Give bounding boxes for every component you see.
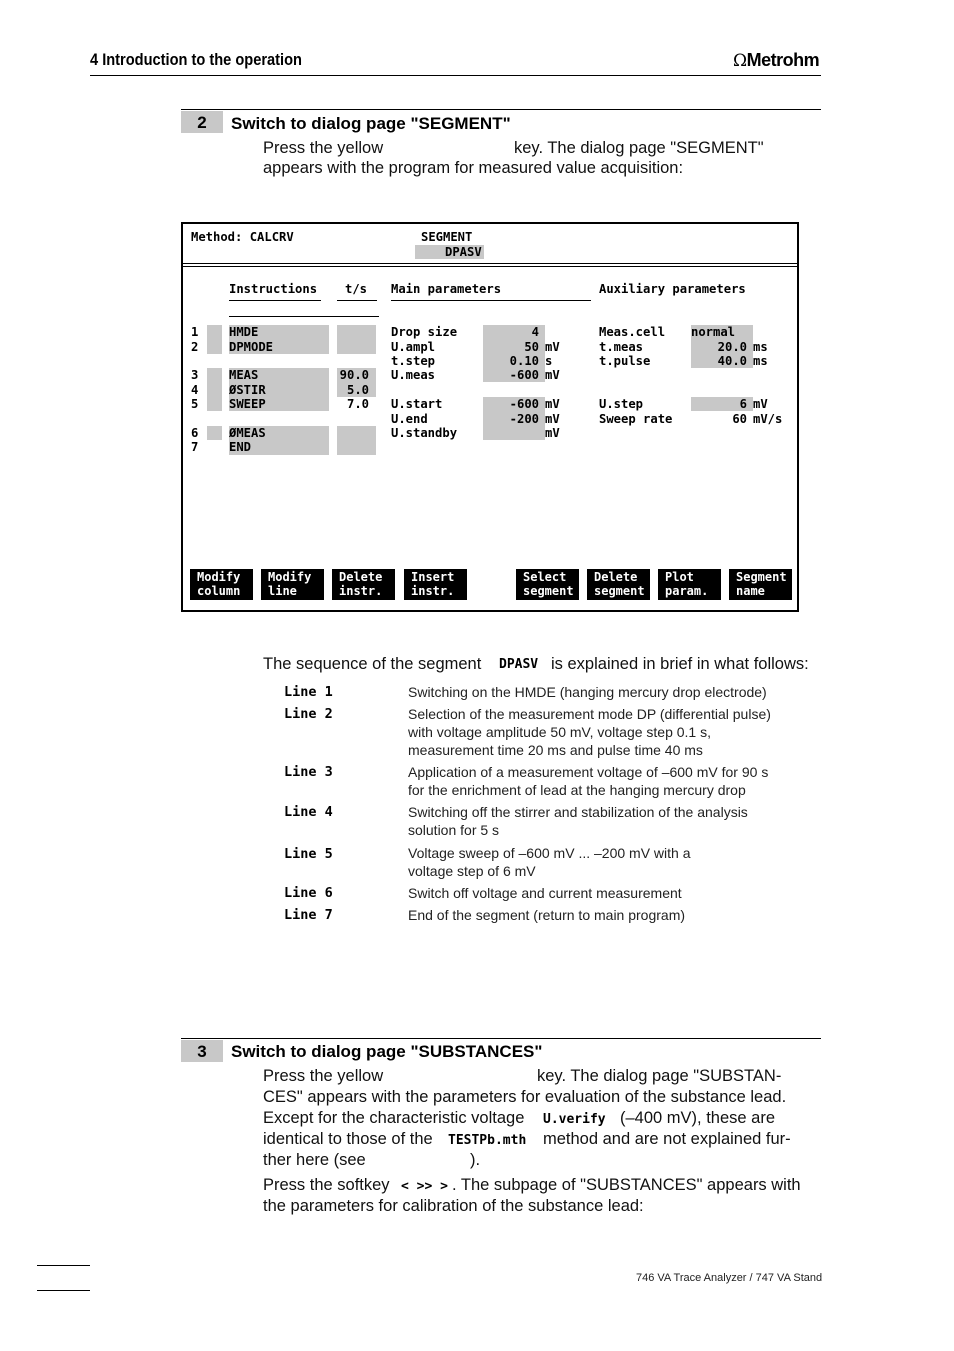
line-num-3: 3 — [191, 368, 199, 382]
segment-dialog-screen — [181, 222, 799, 612]
aux-name-1: Meas.cell — [599, 325, 666, 339]
step3-l1b: key. The dialog page "SUBSTAN- — [537, 1067, 782, 1085]
instr-4[interactable]: ØSTIR — [229, 383, 266, 397]
line-num-7: 7 — [191, 440, 199, 454]
softkey-delete-instr[interactable]: Delete instr. — [332, 569, 395, 600]
line-num-6: 6 — [191, 426, 199, 440]
step3-title: Switch to dialog page "SUBSTANCES" — [231, 1042, 543, 1061]
instr-area-rule — [229, 316, 379, 317]
seq-label-6: Line 6 — [284, 885, 333, 901]
col-main-underline — [391, 300, 591, 301]
main-value-3[interactable]: 0.10 — [509, 354, 539, 368]
main-name-7: U.standby — [391, 426, 458, 440]
seq-label-2: Line 2 — [284, 706, 333, 722]
aux-name-2: t.meas — [599, 340, 644, 354]
seq-text-4: Switching off the stirrer and stabilization of the analysis solution for 5 s — [408, 804, 748, 838]
aux-unit-4: mV — [753, 397, 768, 411]
softkey-segment-name[interactable]: Segment name — [729, 569, 792, 600]
line-num-2: 2 — [191, 340, 199, 354]
col-aux-params: Auxiliary parameters — [599, 282, 746, 296]
instr-6[interactable]: ØMEAS — [229, 426, 266, 440]
main-name-5: U.start — [391, 397, 443, 411]
step3-rule — [181, 1038, 821, 1039]
aux-value-1[interactable]: normal — [691, 325, 736, 339]
instr-2[interactable]: DPMODE — [229, 340, 274, 354]
main-value-6[interactable]: -200 — [509, 412, 539, 426]
instr-3[interactable]: MEAS — [229, 368, 259, 382]
col-main-params: Main parameters — [391, 282, 502, 296]
instr-1[interactable]: HMDE — [229, 325, 259, 339]
main-name-6: U.end — [391, 412, 428, 426]
step3-l4a: identical to those of the — [263, 1130, 433, 1148]
seq-text-6: Switch off voltage and current measurement — [408, 885, 682, 901]
line-num-5: 5 — [191, 397, 199, 411]
header-rule — [90, 75, 821, 76]
main-value-5[interactable]: -600 — [509, 397, 539, 411]
seq-label-7: Line 7 — [284, 907, 333, 923]
aux-unit-3: ms — [753, 354, 768, 368]
chapter-header: 4 Introduction to the operation — [90, 50, 302, 69]
method-label: Method: CALCRV — [191, 230, 294, 244]
main-value-4[interactable]: -600 — [509, 368, 539, 382]
step3-l6-code: < >> > — [401, 1179, 448, 1194]
main-name-1: Drop size — [391, 325, 458, 339]
footer-rule-2 — [37, 1290, 90, 1291]
sequence-intro-b: is explained in brief in what follows: — [551, 655, 809, 673]
step3-l5b: ). — [470, 1151, 481, 1169]
step3-l3b: (–400 mV), these are — [620, 1109, 775, 1127]
softkey-modify-column[interactable]: Modify column — [190, 569, 253, 600]
main-unit-6: mV — [545, 412, 560, 426]
main-unit-4: mV — [545, 368, 560, 382]
step2-para-line1b: key. The dialog page "SEGMENT" — [514, 139, 764, 157]
main-value-1[interactable]: 4 — [531, 325, 539, 339]
seq-label-5: Line 5 — [284, 846, 333, 862]
step3-l1a: Press the yellow — [263, 1067, 384, 1085]
step2-title: Switch to dialog page "SEGMENT" — [231, 114, 511, 133]
softkey-plot-param[interactable]: Plot param. — [658, 569, 721, 600]
step2-rule — [181, 109, 821, 110]
seq-text-2: Selection of the measurement mode DP (differential pulse) with voltage amplitude 50 mV, voltage step 0.1 s, measurement time 20 ms and pulse time 40 ms — [408, 706, 771, 758]
main-name-2: U.ampl — [391, 340, 436, 354]
softkey-modify-line[interactable]: Modify line — [261, 569, 324, 600]
ts-5[interactable]: 7.0 — [346, 397, 369, 411]
metrohm-logo: ΩMetrohm — [733, 50, 820, 71]
segment-name-value: DPASV — [445, 245, 482, 259]
ts-4[interactable]: 5.0 — [346, 383, 369, 397]
col-instructions-underline — [229, 300, 321, 301]
main-name-3: t.step — [391, 354, 436, 368]
seq-text-1: Switching on the HMDE (hanging mercury drop electrode) — [408, 684, 767, 700]
aux-name-4: U.step — [599, 397, 644, 411]
seq-text-3: Application of a measurement voltage of –600 mV for 90 s for the enrichment of lead at the hanging mercury drop — [408, 764, 769, 798]
page-title: SEGMENT — [421, 230, 473, 244]
softkey-delete-segment[interactable]: Delete segment — [587, 569, 650, 600]
step3-l3a: Except for the characteristic voltage — [263, 1109, 525, 1127]
step2-number: 2 — [181, 111, 223, 133]
step3-l2: CES" appears with the parameters for evaluation of the substance lead. — [263, 1088, 787, 1106]
col-instructions: Instructions — [229, 282, 318, 296]
main-unit-5: mV — [545, 397, 560, 411]
seq-label-1: Line 1 — [284, 684, 333, 700]
step3-l6b: . The subpage of "SUBSTANCES" appears with — [452, 1176, 801, 1194]
aux-value-3[interactable]: 40.0 — [717, 354, 747, 368]
step3-l7: the parameters for calibration of the substance lead: — [263, 1197, 644, 1215]
main-unit-2: mV — [545, 340, 560, 354]
aux-unit-5: mV/s — [753, 412, 783, 426]
step2-para-line1a: Press the yellow — [263, 139, 384, 157]
seq-text-7: End of the segment (return to main program) — [408, 907, 686, 923]
seq-label-3: Line 3 — [284, 764, 333, 780]
main-unit-7: mV — [545, 426, 560, 440]
step3-l3-code: U.verify — [543, 1112, 606, 1127]
step3-l6a: Press the softkey — [263, 1176, 390, 1194]
line-num-1: 1 — [191, 325, 199, 339]
title-rule-1 — [183, 263, 797, 264]
aux-name-3: t.pulse — [599, 354, 651, 368]
seq-text-5: Voltage sweep of –600 mV ... –200 mV with a voltage step of 6 mV — [408, 845, 691, 879]
aux-unit-2: ms — [753, 340, 768, 354]
aux-value-4[interactable]: 6 — [739, 397, 747, 411]
softkey-select-segment[interactable]: Select segment — [516, 569, 579, 600]
aux-value-2[interactable]: 20.0 — [717, 340, 747, 354]
ts-3[interactable]: 90.0 — [339, 368, 369, 382]
line-num-4: 4 — [191, 383, 199, 397]
main-unit-3: s — [545, 354, 553, 368]
seq-label-4: Line 4 — [284, 804, 333, 820]
main-value-2[interactable]: 50 — [524, 340, 539, 354]
title-rule-2 — [183, 266, 797, 267]
aux-name-5: Sweep rate — [599, 412, 673, 426]
footer-product: 746 VA Trace Analyzer / 747 VA Stand — [636, 1272, 823, 1284]
step3-l4-code: TESTPb.mth — [448, 1133, 527, 1148]
main-name-4: U.meas — [391, 368, 436, 382]
col-ts: t/s — [345, 282, 368, 296]
col-ts-underline — [337, 300, 377, 301]
sequence-intro-code: DPASV — [499, 657, 539, 672]
aux-value-5: 60 — [732, 412, 747, 426]
instr-7[interactable]: END — [229, 440, 252, 454]
sequence-intro-a: The sequence of the segment — [263, 655, 482, 673]
footer-rule-1 — [37, 1265, 90, 1266]
step2-para-line2: appears with the program for measured value acquisition: — [263, 159, 684, 177]
instr-5[interactable]: SWEEP — [229, 397, 266, 411]
step3-l5a: ther here (see — [263, 1151, 366, 1169]
step3-l4b: method and are not explained fur- — [543, 1130, 791, 1148]
step3-number: 3 — [181, 1040, 223, 1062]
omega-icon: Ω — [733, 51, 747, 71]
softkey-insert-instr[interactable]: Insert instr. — [404, 569, 467, 600]
